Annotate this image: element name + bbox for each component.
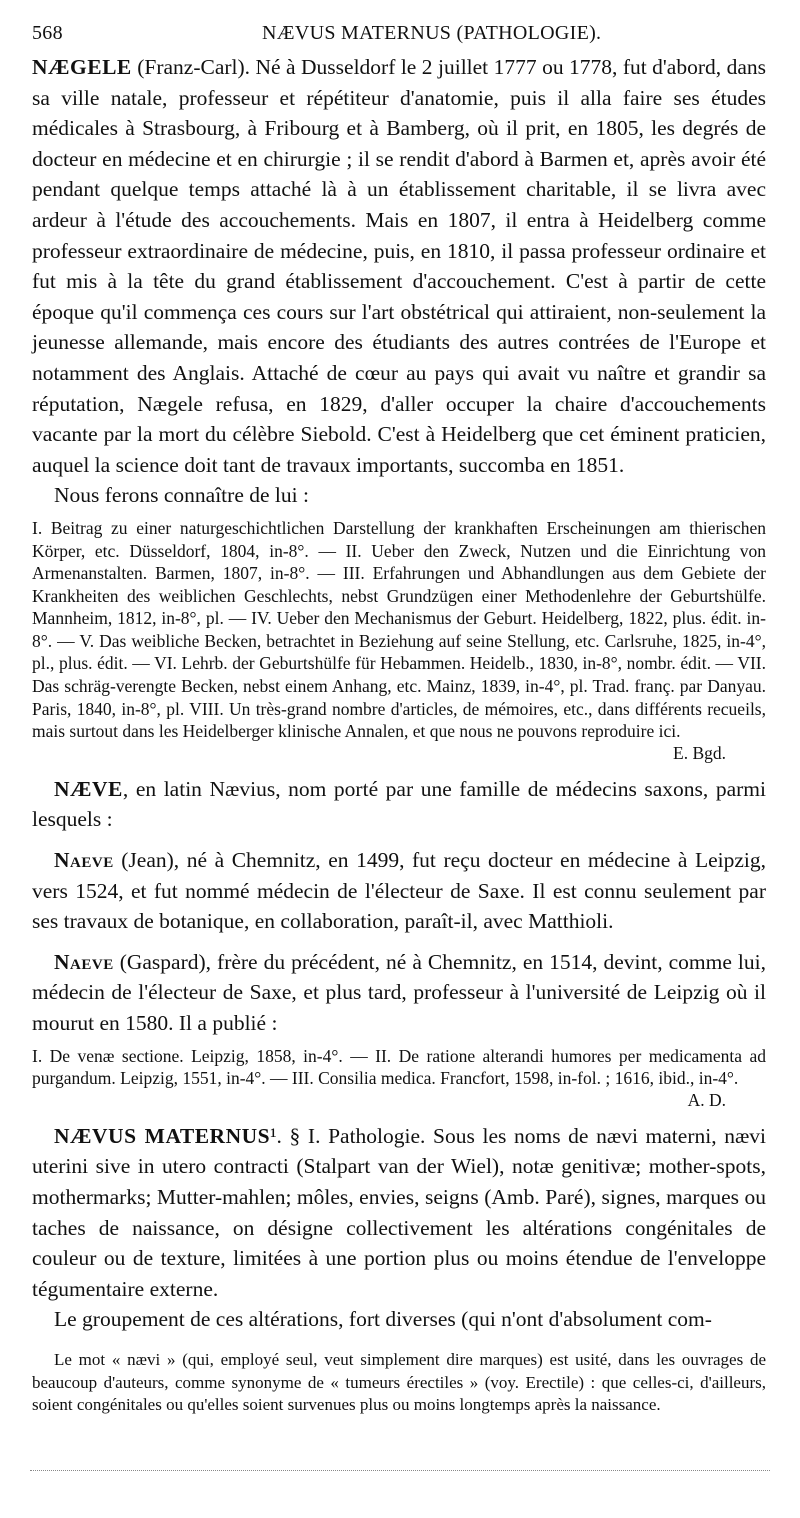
page-number: 568 [32, 22, 63, 44]
page-header [32, 22, 766, 52]
running-title: NÆVUS MATERNUS (PATHOLOGIE). [262, 22, 602, 44]
entry-naevus-maternus: NÆVUS MATERNUS¹. § I. Pathologie. Sous les noms de nævi materni, nævi uterini sive in utero contracti (Stalpart van der Wiel), notæ genitivæ; mother-spots, mothermarks; Mutter-mahlen; môles, envies, seigns (Amb. Paré), signes, marques ou taches de naissance, on désigne collectivement les altérations congénitales de couleur ou de texture, limitées à une portion plus ou moins étendue de l'enveloppe tégumentaire externe. [32, 1123, 767, 1301]
article-body [32, 52, 766, 1335]
entry-naeve-jean: Naeve (Jean), né à Chemnitz, en 1499, fut reçu docteur en médecine à Leipzig, vers 1524, et fut nommé médecin de l'électeur de Saxe. Il est connu seulement par ses travaux de botanique, en collaboration, paraît-il, avec Matthioli. [32, 848, 766, 934]
intro-works: Nous ferons connaître de lui : [54, 483, 309, 508]
bibliography-naegele: I. Beitrag zu einer naturgeschichtlichen Darstellung der krankhaften Erscheinungen am thierischen Körper, etc. Düsseldorf, 1804, in-8°. — II. Ueber den Zweck, Nutzen und die Einrichtung von Armenanstalten. Barmen, 1807, in-8°. — III. Erfahrungen und Abhandlungen aus dem Gebiete der Krankheiten des weiblichen Geschlechts, nebst Grundzügen einer Methodenlehre der Geburtshülfe. Mannheim, 1812, in-8°, pl. — IV. Ueber den Mechanismus der Geburt. Heidelberg, 1822, plus. édit. in-8°. — V. Das weibliche Becken, betrachtet in Beziehung auf seine Stellung, etc. Carlsruhe, 1825, in-4°, pl., plus. édit. — VI. Lehrb. der Geburtshülfe für Hebammen. Heidelb., 1830, in-8°, nombr. édit. — VII. Das schräg-verengte Becken, nebst einem Anhang, etc. Mainz, 1839, in-4°, pl. Trad. franç. par Danyau. Paris, 1840, in-8°, pl. VIII. Un très-grand nombre d'articles, de mémoires, etc., dans différents recueils, mais surtout dans les Heidelberger klinische Annalen, et que nous ne pouvons reproduire ici. [32, 517, 766, 742]
author-signature: A. D. [687, 1089, 726, 1110]
bibliography-gaspard: I. De venæ sectione. Leipzig, 1858, in-4°. — II. De ratione alterandi humores per medicamenta ad purgandum. Leipzig, 1551, in-4°. — III. Consilia medica. Francfort, 1598, in-fol. ; 1616, ibid., in-4°. [32, 1045, 766, 1089]
document-page [32, 22, 766, 1434]
footnote: Le mot « nævi » (qui, employé seul, veut simplement dire marques) est usité, dans les ouvrages de beaucoup d'auteurs, comme synonyme de « tumeurs érectiles » (voy. Erectile) : que celles-ci, d'ailleurs, soient congénitales ou qu'elles soient survenues plus ou moins longtemps après la naissance. [32, 1349, 766, 1415]
paragraph-continuation: Le groupement de ces altérations, fort diverses (qui n'ont d'absolument com- [54, 1307, 712, 1332]
entry-naeve-gaspard: Naeve (Gaspard), frère du précédent, né à Chemnitz, en 1514, devint, comme lui, médecin de l'électeur de Saxe, et plus tard, professeur à l'université de Leipzig où il mourut en 1580. Il a publié : [32, 949, 766, 1035]
entry-naegele: NÆGELE (Franz-Carl). Né à Dusseldorf le 2 juillet 1777 ou 1778, fut d'abord, dans sa ville natale, professeur et répétiteur d'anatomie, puis il alla faire ses études médicales à Strasbourg, à Fribourg et à Bamberg, où il prit, en 1805, les degrés de docteur en médecine et en chirurgie ; il se rendit d'abord à Barmen et, après avoir été pendant quelque temps attaché là à un établissement charitable, il se livra avec ardeur à l'étude des accouchements. Mais en 1807, il entra à Heidelberg comme professeur extraordinaire de médecine, puis, en 1810, il passa professeur ordinaire et fut mis à la tête du grand établissement d'accouchement. C'est à partir de cette époque qu'il commença ces cours sur l'art obstétrical qui attiraient, non-seulement la jeunesse allemande, mais encore des étudiants des autres contrées de l'Europe et notamment des Anglais. Attaché de cœur au pays qui avait vu naître et grandir sa réputation, Nægele refusa, en 1829, d'aller occuper la chaire d'accouchements vacante par la mort du célèbre Siebold. C'est à Heidelberg que cet éminent praticien, auquel la science doit tant de travaux importants, succomba en 1851. [32, 55, 766, 477]
author-signature: E. Bgd. [673, 742, 726, 763]
entry-naeve: NÆVE, en latin Nævius, nom porté par une famille de médecins saxons, parmi lesquels : [32, 776, 766, 832]
bottom-rule [30, 1470, 770, 1471]
